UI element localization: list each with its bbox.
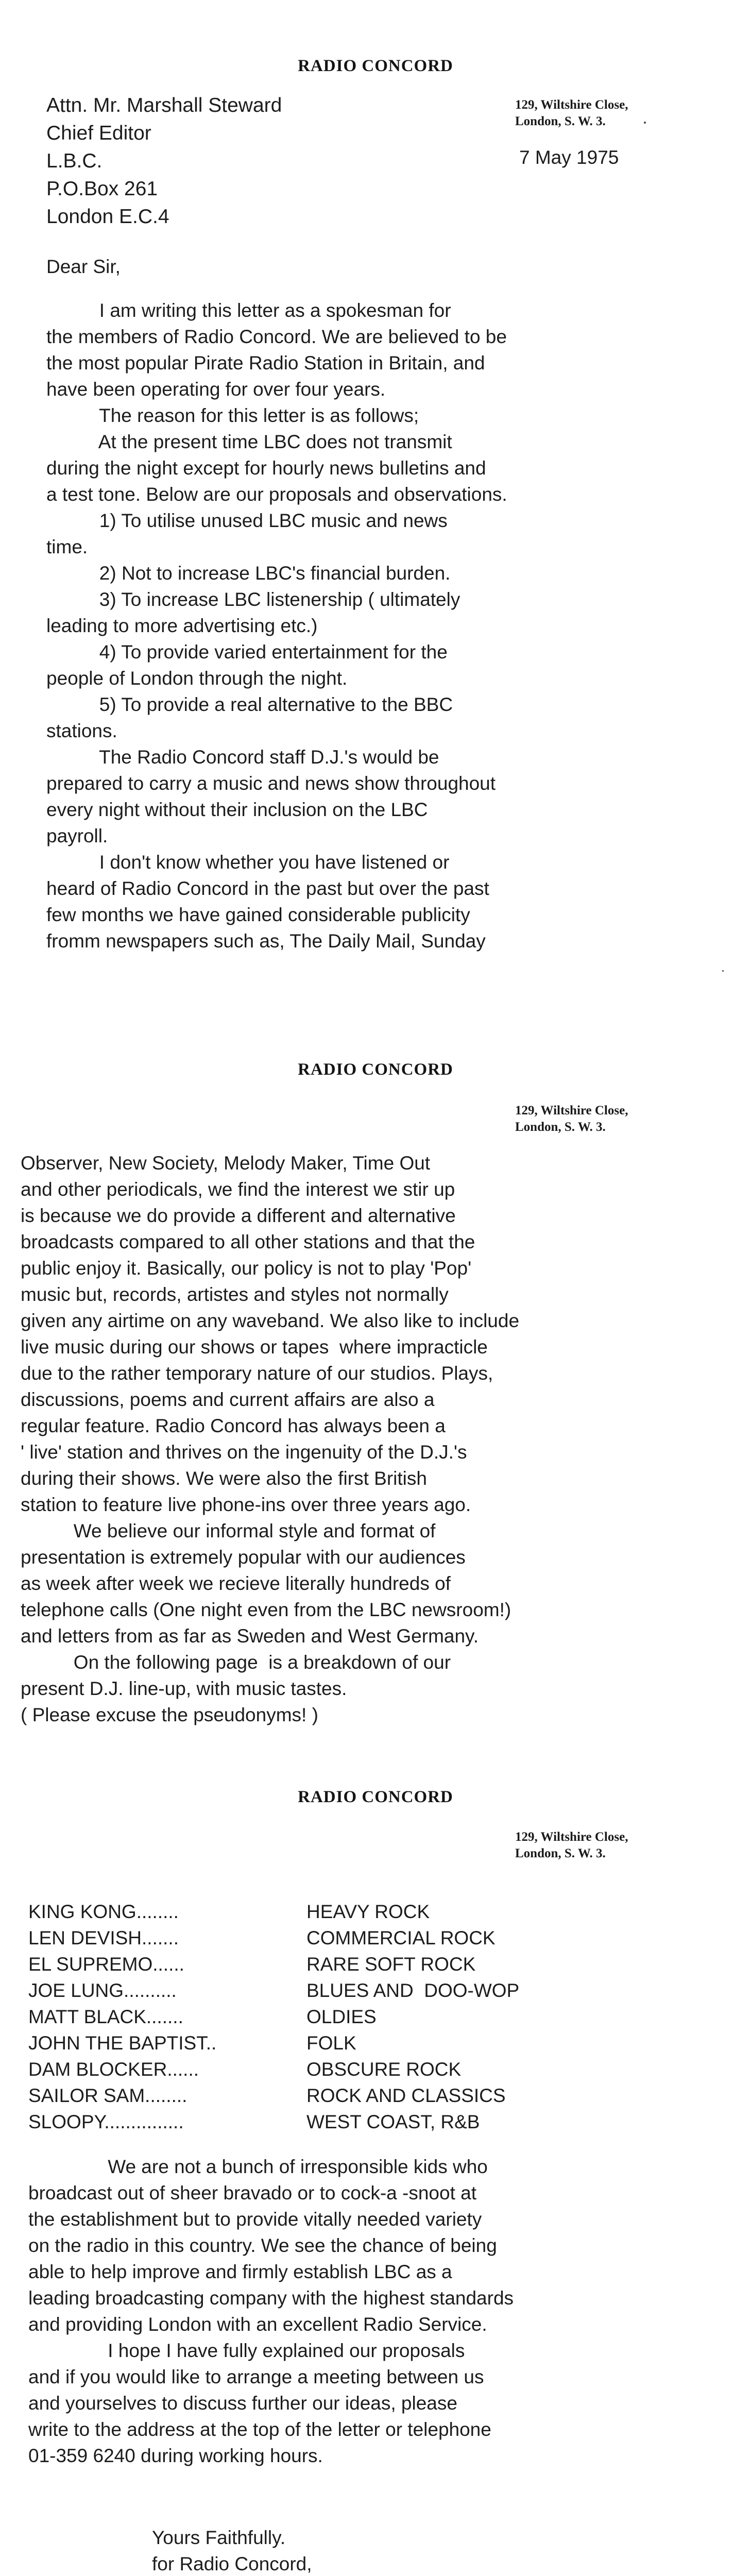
dj-row — [28, 2109, 519, 2135]
recipient-line: Attn. Mr. Marshall Steward — [46, 94, 282, 116]
dj-genre: ROCK AND CLASSICS — [306, 2085, 506, 2106]
letterhead-address — [515, 1829, 628, 1862]
dj-name: SLOOPY............... — [28, 2111, 184, 2132]
address-line-2: London, S. W. 3. — [515, 1846, 606, 1860]
body-line: I am writing this letter as a spokesman for — [46, 300, 451, 321]
dj-name: LEN DEVISH....... — [28, 1927, 179, 1948]
body-line: music but, records, artistes and styles not normally — [21, 1284, 449, 1305]
letter-date: 7 May 1975 — [519, 147, 619, 168]
body-line: At the present time LBC does not transmit — [46, 431, 452, 452]
body-line: the members of Radio Concord. We are believed to be — [46, 326, 507, 347]
body-line: broadcasts compared to all other stations and that the — [21, 1231, 475, 1252]
address-line-2: London, S. W. 3. — [515, 1120, 606, 1134]
dj-name: SAILOR SAM........ — [28, 2085, 187, 2106]
body-line: public enjoy it. Basically, our policy is not to play 'Pop' — [21, 1258, 472, 1279]
body-line: the most popular Pirate Radio Station in Britain, and — [46, 352, 485, 374]
address-line-1: 129, Wiltshire Close, — [515, 1104, 628, 1117]
dj-row — [28, 1925, 519, 1951]
body-line: leading broadcasting company with the highest standards — [28, 2287, 514, 2309]
closing-block — [152, 2524, 312, 2576]
body-line: given any airtime on any waveband. We also like to include — [21, 1310, 520, 1331]
dj-row — [28, 1951, 519, 1977]
dj-row — [28, 2004, 519, 2030]
body-line: stations. — [46, 720, 117, 741]
body-line: 3) To increase LBC listenership ( ultimately — [46, 589, 460, 610]
body-line: presentation is extremely popular with our audiences — [21, 1547, 466, 1568]
body-line: Dear Sir, — [46, 256, 121, 277]
dj-name: EL SUPREMO...... — [28, 1954, 184, 1975]
body-line: The Radio Concord staff D.J.'s would be — [46, 747, 439, 768]
body-line: prepared to carry a music and news show throughout — [46, 773, 496, 794]
body-line: as week after week we recieve literally hundreds of — [21, 1573, 451, 1594]
body-line: heard of Radio Concord in the past but over the past — [46, 878, 489, 899]
body-line: time. — [46, 536, 88, 557]
body-line: during their shows. We were also the first British — [21, 1468, 427, 1489]
body-line: live music during our shows or tapes where impracticle — [21, 1336, 488, 1358]
dj-row — [28, 2082, 519, 2109]
body-line: and if you would like to arrange a meeting between us — [28, 2366, 484, 2387]
body-line: ( Please excuse the pseudonyms! ) — [21, 1704, 318, 1725]
body-line: able to help improve and firmly establish LBC as a — [28, 2261, 452, 2282]
body-line: 01-359 6240 during working hours. — [28, 2445, 323, 2466]
body-line: leading to more advertising etc.) — [46, 615, 318, 636]
body-line: 1) To utilise unused LBC music and news — [46, 510, 448, 531]
dj-genre: RARE SOFT ROCK — [306, 1954, 476, 1975]
letterhead-title: RADIO CONCORD — [298, 1788, 453, 1806]
closing-line: for Radio Concord, — [152, 2553, 312, 2574]
dj-name: MATT BLACK....... — [28, 2006, 183, 2027]
body-line: and letters from as far as Sweden and West Germany. — [21, 1625, 479, 1647]
dj-genre: OLDIES — [306, 2006, 377, 2027]
letter-body — [21, 1150, 519, 1728]
dj-genre: HEAVY ROCK — [306, 1901, 430, 1922]
dj-name: JOHN THE BAPTIST.. — [28, 2032, 217, 2054]
recipient-line: London E.C.4 — [46, 206, 169, 228]
body-line: and other periodicals, we find the interest we stir up — [21, 1179, 455, 1200]
dj-row — [28, 1977, 519, 2004]
body-line: have been operating for over four years. — [46, 379, 386, 400]
body-line: on the radio in this country. We see the chance of being — [28, 2235, 497, 2256]
body-line: discussions, poems and current affairs are also a — [21, 1389, 435, 1410]
body-line: fromm newspapers such as, The Daily Mail, Sunday — [46, 930, 486, 952]
dj-row — [28, 2030, 519, 2056]
body-line: Observer, New Society, Melody Maker, Time Out — [21, 1153, 431, 1174]
body-line: payroll. — [46, 825, 108, 846]
dj-name: DAM BLOCKER...... — [28, 2059, 199, 2080]
recipient-line: P.O.Box 261 — [46, 178, 158, 200]
body-line: 4) To provide varied entertainment for the — [46, 641, 448, 663]
body-line: write to the address at the top of the letter or telephone — [28, 2419, 491, 2440]
recipient-line: Chief Editor — [46, 122, 151, 144]
body-line: people of London through the night. — [46, 668, 348, 689]
body-line: regular feature. Radio Concord has always been a — [21, 1415, 446, 1436]
body-line: We believe our informal style and format of — [21, 1520, 436, 1541]
letterhead-address — [515, 1103, 628, 1136]
body-line: 5) To provide a real alternative to the BBC — [46, 694, 453, 715]
body-line: The reason for this letter is as follows; — [46, 405, 419, 426]
ink-speck — [722, 970, 724, 972]
body-line: I hope I have fully explained our proposals — [28, 2340, 465, 2361]
address-line-1: 129, Wiltshire Close, — [515, 98, 628, 112]
body-line: during the night except for hourly news bulletins and — [46, 457, 486, 479]
dj-genre: COMMERCIAL ROCK — [306, 1927, 496, 1948]
dj-genre: OBSCURE ROCK — [306, 2059, 462, 2080]
body-line: and providing London with an excellent Radio Service. — [28, 2314, 487, 2335]
address-line-1: 129, Wiltshire Close, — [515, 1830, 628, 1844]
body-line: telephone calls (One night even from the LBC newsroom!) — [21, 1599, 511, 1620]
body-line: every night without their inclusion on the LBC — [46, 799, 428, 820]
dj-name: JOE LUNG.......... — [28, 1980, 177, 2001]
letterhead-address — [515, 97, 628, 130]
dj-genre: WEST COAST, R&B — [306, 2111, 480, 2132]
body-line: the establishment but to provide vitally needed variety — [28, 2209, 482, 2230]
letter-body — [28, 2154, 514, 2469]
body-line: few months we have gained considerable publicity — [46, 904, 470, 925]
closing-line: Yours Faithfully. — [152, 2527, 286, 2548]
body-line: ' live' station and thrives on the ingenuity of the D.J.'s — [21, 1442, 467, 1463]
body-line: due to the rather temporary nature of our studios. Plays, — [21, 1363, 493, 1384]
letterhead-title: RADIO CONCORD — [298, 57, 453, 75]
body-line: broadcast out of sheer bravado or to cock-a -snoot at — [28, 2182, 476, 2204]
body-line: station to feature live phone-ins over three years ago. — [21, 1494, 471, 1515]
body-line: a test tone. Below are our proposals and observations. — [46, 484, 507, 505]
body-line: I don't know whether you have listened or — [46, 852, 450, 873]
body-line: present D.J. line-up, with music tastes. — [21, 1678, 347, 1699]
recipient-line: L.B.C. — [46, 150, 103, 172]
letter-page-1 — [0, 0, 751, 974]
recipient-block — [46, 92, 282, 231]
body-line: We are not a bunch of irresponsible kids who — [28, 2156, 488, 2177]
dj-genre: BLUES AND DOO-WOP — [306, 1980, 520, 2001]
letterhead-title: RADIO CONCORD — [298, 1060, 453, 1079]
dj-name: KING KONG........ — [28, 1901, 179, 1922]
address-line-2: London, S. W. 3. — [515, 114, 606, 128]
dj-row — [28, 2056, 519, 2082]
body-line: On the following page is a breakdown of our — [21, 1652, 451, 1673]
ink-speck — [644, 122, 646, 124]
dj-row — [28, 1899, 519, 1925]
letter-body — [46, 253, 507, 954]
dj-lineup — [28, 1899, 519, 2135]
body-line: 2) Not to increase LBC's financial burden. — [46, 563, 451, 584]
body-line: and yourselves to discuss further our ideas, please — [28, 2393, 457, 2414]
body-line: is because we do provide a different and alternative — [21, 1205, 456, 1226]
dj-genre: FOLK — [306, 2032, 356, 2054]
